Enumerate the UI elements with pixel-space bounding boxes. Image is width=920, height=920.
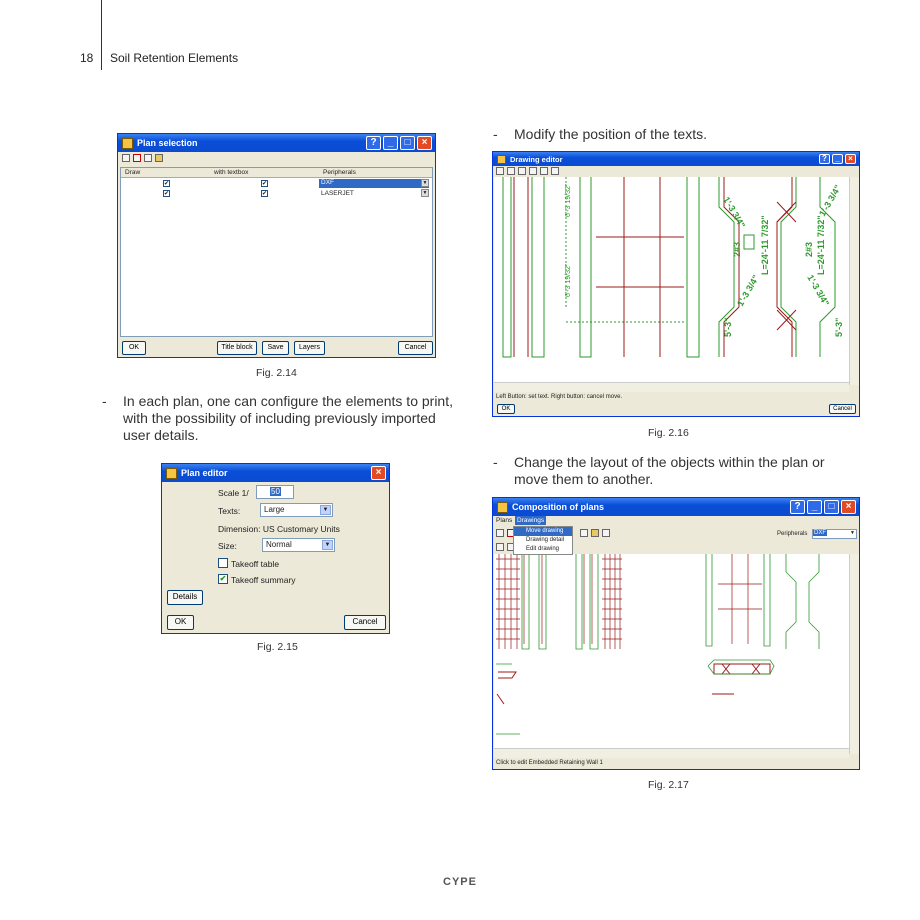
rebar — [777, 202, 796, 222]
plan-editor-window — [161, 463, 390, 634]
ok-button[interactable]: OK — [167, 615, 194, 630]
app-icon — [122, 138, 133, 149]
textbox-checkbox[interactable]: ✔ — [262, 181, 268, 187]
dim-label[interactable]: 1'-3 3/4" — [721, 195, 748, 230]
bullet-change-layout: - Change the layout of the objects within the plan or move them to another. — [493, 454, 825, 487]
new-icon[interactable] — [496, 529, 504, 537]
ok-button[interactable]: OK — [122, 341, 146, 355]
col-draw: Draw — [125, 169, 141, 176]
status-bar: Click to edit Embedded Retaining Wall 1 — [493, 758, 859, 768]
menu-drawings[interactable]: Drawings — [517, 517, 545, 524]
rebar — [624, 177, 660, 357]
vertical-scrollbar[interactable] — [849, 177, 859, 385]
status-bar: Left Button: set text. Right button: cancel move. — [493, 392, 859, 402]
close-button[interactable]: × — [841, 500, 856, 514]
rebar — [596, 237, 684, 287]
dim-label[interactable]: 6'-3 19/32" — [565, 263, 572, 297]
peripheral-select[interactable]: DXF — [319, 179, 429, 188]
maximize-button[interactable]: □ — [400, 136, 415, 150]
text-line: Modify the position of the texts. — [514, 126, 707, 142]
copy-icon[interactable] — [580, 529, 588, 537]
page-number: 18 — [80, 51, 94, 65]
title-bar — [493, 152, 859, 166]
title-bar — [493, 498, 859, 516]
dim-label[interactable]: 1'-3 3/4" — [817, 183, 843, 218]
dim-label[interactable]: 1'-3 3/4" — [735, 273, 761, 308]
dim-label[interactable]: 1'-3 3/4" — [805, 273, 832, 308]
section-title: Soil Retention Elements — [110, 51, 239, 65]
ok-button[interactable]: OK — [497, 404, 515, 414]
close-button[interactable]: × — [371, 466, 386, 480]
zoom-out-icon[interactable] — [529, 167, 537, 175]
wall-outline — [687, 177, 699, 357]
dim-label[interactable]: 5'-3" — [834, 317, 844, 337]
plan-canvas[interactable] — [494, 554, 849, 754]
texts-label: Texts: — [218, 506, 241, 516]
toolbar — [493, 166, 859, 176]
select-icon[interactable] — [496, 543, 504, 551]
new-icon[interactable] — [122, 154, 130, 162]
rebar — [514, 177, 528, 357]
select-icon[interactable] — [496, 167, 504, 175]
chevron-down-icon[interactable]: ▼ — [422, 180, 428, 186]
bar-count-label[interactable]: 2#3 — [732, 241, 742, 257]
caption-fig17: Fig. 2.17 — [648, 779, 689, 791]
bar-count-label[interactable]: 2#3 — [804, 241, 814, 257]
text-line: with the possibility of including previously imported — [123, 410, 436, 426]
caption-fig15: Fig. 2.15 — [257, 641, 298, 653]
zoom-in-icon[interactable] — [518, 167, 526, 175]
minimize-button[interactable]: _ — [383, 136, 398, 150]
cancel-button[interactable]: Cancel — [398, 341, 433, 355]
textbox-checkbox[interactable]: ✔ — [262, 191, 268, 197]
footer-brand: CYPE — [443, 876, 477, 888]
export-icon[interactable] — [602, 529, 610, 537]
print-icon[interactable] — [155, 154, 163, 162]
chevron-down-icon[interactable]: ▼ — [850, 530, 855, 536]
menu-plans[interactable]: Plans — [496, 517, 513, 524]
takeoff-table-label: Takeoff table — [231, 559, 280, 569]
dim-label[interactable]: 5'-3" — [723, 317, 733, 337]
drawings-dropdown — [513, 526, 573, 555]
app-icon — [497, 502, 508, 513]
size-select[interactable]: Normal ▼ — [262, 538, 335, 552]
grid-rebar — [496, 554, 762, 649]
chevron-down-icon[interactable]: ▼ — [322, 540, 333, 550]
title-bar — [162, 464, 389, 482]
peripherals-label: Peripherals — [777, 531, 808, 537]
vertical-scrollbar[interactable] — [849, 554, 859, 754]
app-icon — [497, 155, 506, 164]
print-icon[interactable] — [591, 529, 599, 537]
caption-fig16: Fig. 2.16 — [648, 427, 689, 439]
minimize-button[interactable]: _ — [832, 154, 843, 164]
help-button[interactable]: ? — [366, 136, 381, 150]
text-line: Change the layout of the objects within the plan or — [514, 454, 825, 470]
dimension-label: Dimension: US Customary Units — [218, 524, 340, 534]
save-button[interactable]: Save — [262, 341, 289, 355]
help-button[interactable]: ? — [790, 500, 805, 514]
chevron-down-icon[interactable]: ▼ — [422, 190, 428, 196]
pan-icon[interactable] — [540, 167, 548, 175]
text-line: move them to another. — [514, 471, 654, 487]
close-button[interactable]: × — [417, 136, 432, 150]
wall-outline — [532, 177, 544, 357]
section-rebar — [497, 664, 770, 704]
header-divider — [101, 0, 102, 70]
draw-checkbox[interactable]: ✔ — [164, 191, 170, 197]
draw-checkbox[interactable]: ✔ — [164, 181, 170, 187]
title-block-button[interactable]: Title block — [217, 341, 257, 355]
composition-window — [492, 497, 860, 770]
details-button[interactable]: Details — [167, 590, 203, 605]
plans-table — [120, 167, 433, 337]
horizontal-scrollbar[interactable] — [494, 382, 849, 392]
cancel-button[interactable]: Cancel — [344, 615, 386, 630]
horizontal-scrollbar[interactable] — [494, 748, 849, 758]
table-header — [121, 168, 432, 178]
window-title: Composition of plans — [512, 502, 604, 512]
chevron-down-icon[interactable]: ▼ — [320, 505, 331, 515]
peripheral-select[interactable]: LASERJET — [321, 190, 354, 197]
refresh-icon[interactable] — [551, 167, 559, 175]
peripherals-select[interactable]: DXF ▼ — [812, 529, 857, 539]
cancel-button[interactable]: Cancel — [829, 404, 856, 414]
menu-item-move-drawing[interactable]: Move drawing — [514, 527, 572, 536]
caption-fig14: Fig. 2.14 — [256, 367, 297, 379]
takeoff-summary-checkbox[interactable]: ✔ — [219, 574, 227, 583]
wall-outline — [580, 177, 591, 357]
col-textbox: with textbox — [214, 169, 249, 176]
minimize-button[interactable]: _ — [807, 500, 822, 514]
size-label: Size: — [218, 541, 237, 551]
bullet-configure: - In each plan, one can configure the elements to print, with the possibility of including previously imported user details. — [102, 393, 453, 443]
text-line: user details. — [123, 427, 199, 443]
zoom-window-icon[interactable] — [507, 167, 515, 175]
scale-input[interactable]: 50 — [256, 485, 294, 499]
menu-item-edit-drawing[interactable]: Edit drawing — [526, 546, 560, 552]
edit-icon[interactable] — [133, 154, 141, 162]
table-row[interactable] — [121, 179, 432, 188]
drawing-editor-window — [492, 151, 860, 417]
text-line: In each plan, one can configure the elements to print, — [123, 393, 453, 409]
copy-icon[interactable] — [144, 154, 152, 162]
toolbar — [577, 529, 613, 539]
window-title: Drawing editor — [510, 154, 563, 164]
length-label[interactable]: L=24'-11 7/32" — [816, 215, 826, 275]
layers-button[interactable]: Layers — [294, 341, 325, 355]
maximize-button[interactable]: □ — [824, 500, 839, 514]
wall-outlines — [496, 554, 819, 734]
section-outline — [708, 660, 774, 674]
length-label[interactable]: L=24'-11 7/32" — [760, 215, 770, 275]
col-peripherals: Peripherals — [323, 169, 356, 176]
texts-select[interactable]: Large ▼ — [260, 503, 333, 517]
menu-item-drawing-detail[interactable]: Drawing detail — [526, 537, 565, 543]
drawing-canvas[interactable] — [494, 177, 850, 385]
wall-outline — [503, 177, 511, 357]
app-icon — [166, 468, 177, 479]
window-title: Plan editor — [181, 468, 228, 478]
takeoff-summary-label: Takeoff summary — [231, 575, 296, 585]
bullet-modify-texts: - Modify the position of the texts. — [493, 126, 707, 142]
scale-label: Scale 1/ — [218, 488, 249, 498]
title-bar — [118, 134, 435, 152]
help-button[interactable]: ? — [819, 154, 830, 164]
table-row[interactable] — [121, 189, 432, 198]
close-button[interactable]: × — [845, 154, 856, 164]
window-title: Plan selection — [137, 138, 198, 148]
plan-selection-window — [117, 133, 436, 358]
dim-label[interactable]: 6'-3 19/32" — [565, 183, 572, 217]
takeoff-table-checkbox[interactable] — [218, 558, 228, 568]
text-box — [744, 235, 754, 249]
toolbar — [118, 152, 435, 164]
